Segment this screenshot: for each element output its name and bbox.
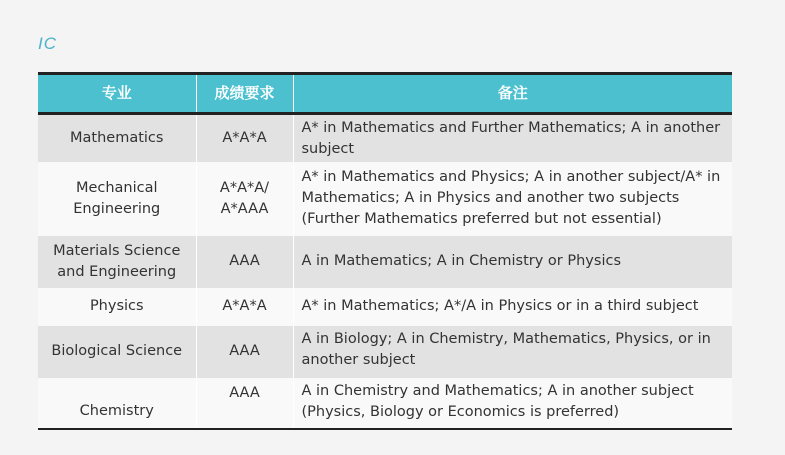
header-grade-requirement: 成绩要求 bbox=[196, 74, 293, 114]
table-row bbox=[38, 236, 732, 288]
major-cell: Physics bbox=[38, 288, 196, 326]
header-notes: 备注 bbox=[293, 74, 732, 114]
table-row bbox=[38, 162, 732, 236]
major-cell: Biological Science bbox=[38, 326, 196, 378]
note-cell: A in Mathematics; A in Chemistry or Physics bbox=[293, 236, 732, 288]
note-cell: A in Chemistry and Mathematics; A in another subject (Physics, Biology or Economics is preferred) bbox=[293, 378, 732, 429]
requirements-table bbox=[38, 72, 732, 430]
major-cell: Mathematics bbox=[38, 114, 196, 162]
note-cell: A* in Mathematics; A*/A in Physics or in a third subject bbox=[293, 288, 732, 326]
grade-cell: A*A*A bbox=[196, 288, 293, 326]
major-cell: Mechanical Engineering bbox=[38, 162, 196, 236]
note-cell: A* in Mathematics and Further Mathematics; A in another subject bbox=[293, 114, 732, 162]
note-cell: A in Biology; A in Chemistry, Mathematics, Physics, or in another subject bbox=[293, 326, 732, 378]
grade-cell: AAA bbox=[196, 236, 293, 288]
logo-text: IC bbox=[38, 34, 57, 53]
major-cell: Chemistry bbox=[38, 378, 196, 429]
grade-cell: AAA bbox=[196, 378, 293, 429]
table-row bbox=[38, 114, 732, 162]
table-header-row bbox=[38, 74, 732, 114]
table-row bbox=[38, 378, 732, 429]
grade-cell: A*A*A bbox=[196, 114, 293, 162]
grade-cell: A*A*A/ A*AAA bbox=[196, 162, 293, 236]
major-cell: Materials Science and Engineering bbox=[38, 236, 196, 288]
table-row bbox=[38, 326, 732, 378]
header-major: 专业 bbox=[38, 74, 196, 114]
note-cell: A* in Mathematics and Physics; A in another subject/A* in Mathematics; A in Physics and another two subjects (Further Mathematics preferred but not essential) bbox=[293, 162, 732, 236]
grade-cell: AAA bbox=[196, 326, 293, 378]
table-row bbox=[38, 288, 732, 326]
